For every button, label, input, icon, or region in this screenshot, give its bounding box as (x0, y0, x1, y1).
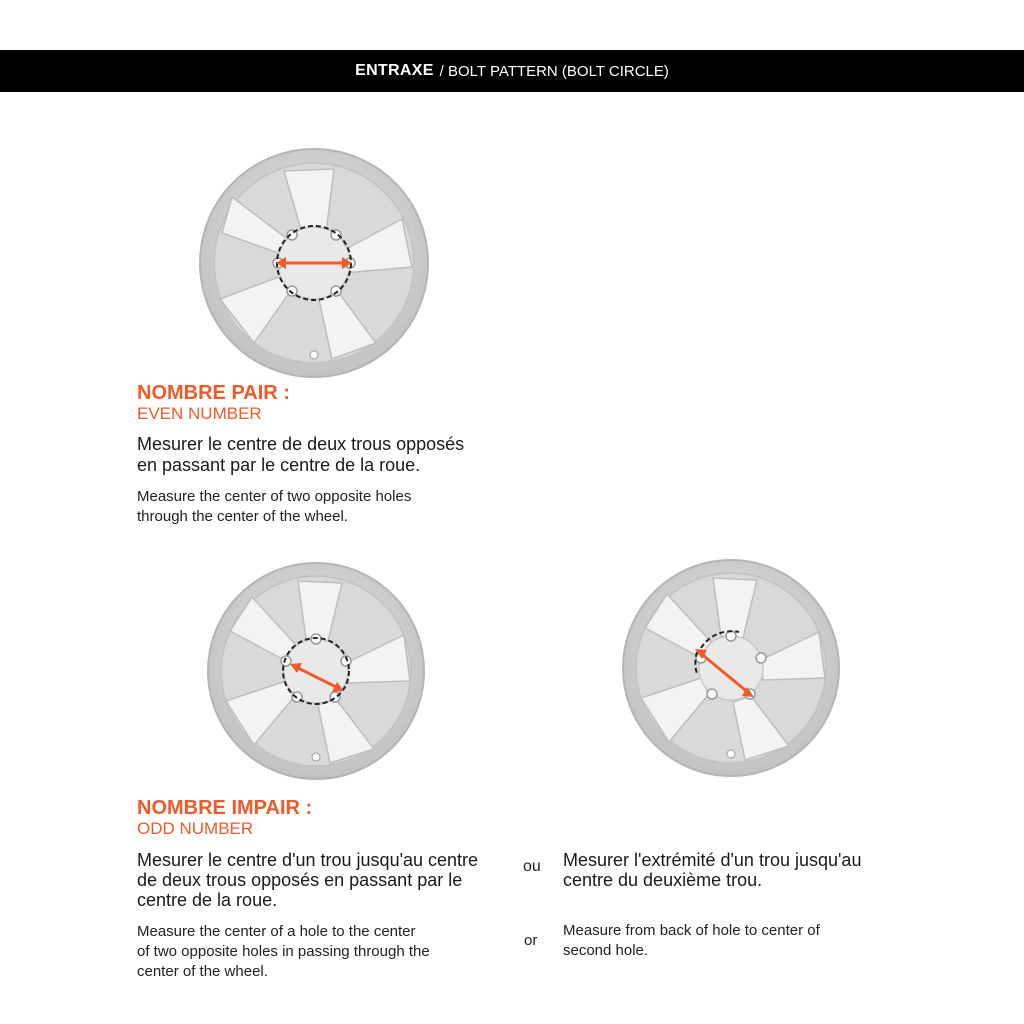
conj-en: or (524, 932, 538, 949)
odd-heading: NOMBRE IMPAIR : (137, 797, 313, 819)
even-subheading: EVEN NUMBER (137, 404, 262, 423)
odd-left-en-line-2: of two opposite holes in passing through the (137, 943, 430, 960)
odd-left-fr-line-3: centre de la roue. (137, 890, 278, 910)
conj-fr: ou (523, 858, 541, 875)
odd-right-en-line-1: Measure from back of hole to center of (563, 922, 820, 939)
even-en-line-1: Measure the center of two opposite holes (137, 488, 412, 505)
odd-subheading: ODD NUMBER (137, 819, 254, 838)
wheel-odd-a-icon (205, 560, 427, 782)
header-title-rest: / BOLT PATTERN (BOLT CIRCLE) (439, 62, 669, 80)
wheel-even-icon (196, 145, 432, 381)
wheel-odd-b-icon (620, 557, 842, 779)
even-heading: NOMBRE PAIR : (137, 382, 290, 404)
odd-right-en-line-2: second hole. (563, 942, 649, 959)
header-title-strong: ENTRAXE (355, 62, 434, 79)
odd-left-fr-line-2: de deux trous opposés en passant par le (137, 870, 463, 890)
even-fr-line-2: en passant par le centre de la roue. (137, 455, 421, 475)
even-fr-line-1: Mesurer le centre de deux trous opposés (137, 434, 465, 454)
header-bar (0, 50, 1024, 92)
even-en-line-2: through the center of the wheel. (137, 508, 348, 525)
odd-right-fr-line-2: centre du deuxième trou. (563, 870, 763, 890)
odd-left-fr-line-1: Mesurer le centre d'un trou jusqu'au centre (137, 850, 479, 870)
odd-right-fr-line-1: Mesurer l'extrémité d'un trou jusqu'au (563, 850, 862, 870)
odd-left-en-line-3: center of the wheel. (137, 963, 268, 980)
odd-left-en-line-1: Measure the center of a hole to the center (137, 923, 416, 940)
